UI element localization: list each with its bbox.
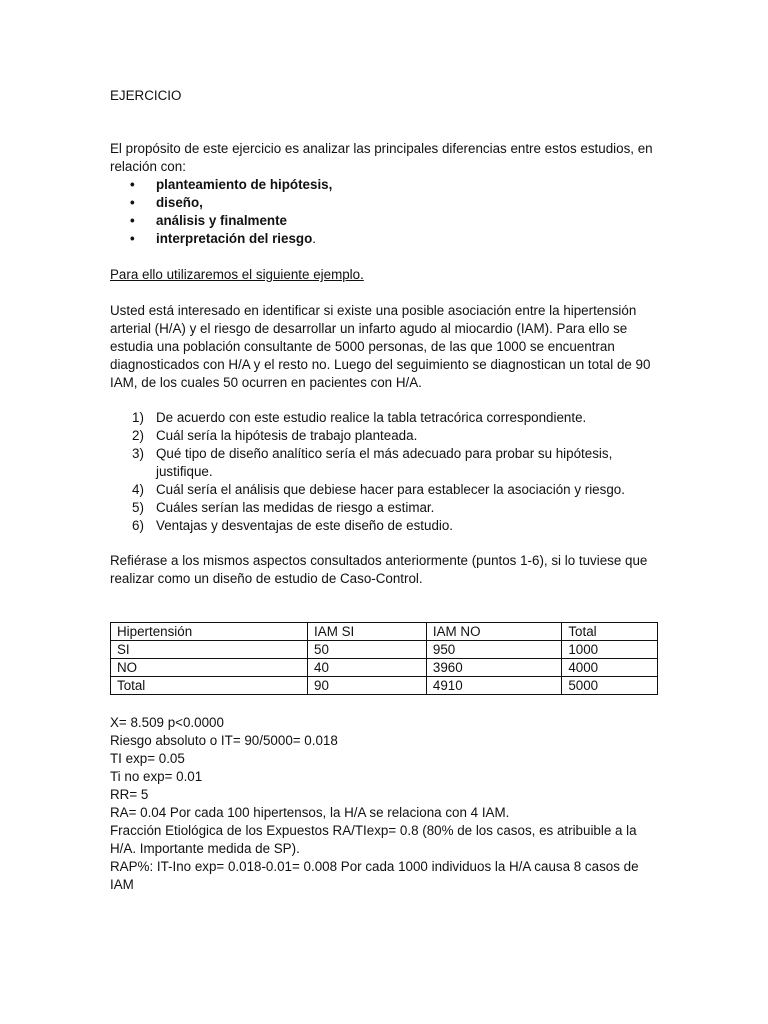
table-header-cell: IAM SI	[308, 623, 427, 641]
bullet-icon: •	[130, 177, 135, 192]
bullet-icon: •	[130, 231, 135, 246]
table-row	[111, 641, 658, 659]
table-cell: SI	[111, 641, 308, 659]
table-cell: 50	[308, 641, 427, 659]
topics-list	[110, 176, 332, 248]
table-cell: 3960	[426, 659, 561, 677]
scenario-paragraph: Usted está interesado en identificar si existe una posible asociación entre la hipertensión arterial (H/A) y el riesgo de desarrollar un infarto agudo al miocardio (IAM). Para ello se estudia una población consultante de 5000 personas, de las que 1000 se encuentran diagnosticados con H/A y el resto no. Luego del seguimiento se diagnostican un total de 90 IAM, de los cuales 50 ocurren en pacientes con H/A.	[110, 303, 651, 390]
table-cell: Total	[111, 677, 308, 695]
result-line: Fracción Etiológica de los Expuestos RA/TIexp= 0.8 (80% de los casos, es atribuible a la H/A. Importante medida de SP).	[110, 823, 637, 856]
result-line: RR= 5	[110, 787, 149, 802]
table-cell: 5000	[562, 677, 658, 695]
item-number: 1)	[132, 410, 144, 425]
purpose-paragraph: El propósito de este ejercicio es analizar las principales diferencias entre estos estudios, en relación con:	[110, 141, 653, 174]
case-control-paragraph: Refiérase a los mismos aspectos consultados anteriormente (puntos 1-6), si lo tuviese que realizar como un diseño de estudio de Caso-Control.	[110, 553, 648, 586]
contingency-table	[110, 622, 658, 695]
table-row	[111, 659, 658, 677]
list-item: 4) Cuál sería el análisis que debiese hacer para establecer la asociación y riesgo.	[132, 482, 625, 497]
table-cell: NO	[111, 659, 308, 677]
item-number: 2)	[132, 428, 144, 443]
bullet-icon: •	[130, 213, 135, 228]
item-number: 3)	[132, 446, 144, 461]
table-header-cell: Hipertensión	[111, 623, 308, 641]
table-header-cell: IAM NO	[426, 623, 561, 641]
table-header-row	[111, 623, 658, 641]
item-number: 5)	[132, 500, 144, 515]
results-block	[110, 714, 660, 894]
table-cell: 90	[308, 677, 427, 695]
table-cell: 1000	[562, 641, 658, 659]
list-item: 3) Qué tipo de diseño analítico sería el más adecuado para probar su hipótesis, justifique.	[132, 446, 613, 479]
list-item: 2) Cuál sería la hipótesis de trabajo planteada.	[132, 428, 418, 443]
table-cell: 40	[308, 659, 427, 677]
table-header-cell: Total	[562, 623, 658, 641]
questions-list	[110, 409, 660, 535]
list-item: 1) De acuerdo con este estudio realice la tabla tetracórica correspondiente.	[132, 410, 587, 425]
result-line: RA= 0.04 Por cada 100 hipertensos, la H/A se relaciona con 4 IAM.	[110, 805, 510, 820]
result-line: X= 8.509 p<0.0000	[110, 715, 224, 730]
list-item: • interpretación del riesgo.	[130, 231, 316, 246]
table-cell: 950	[426, 641, 561, 659]
list-item: • planteamiento de hipótesis,	[130, 177, 333, 192]
table-cell: 4910	[426, 677, 561, 695]
list-item: • análisis y finalmente	[130, 213, 287, 228]
bullet-icon: •	[130, 195, 135, 210]
result-line: Ti no exp= 0.01	[110, 769, 203, 784]
example-heading: Para ello utilizaremos el siguiente ejemplo.	[110, 267, 364, 282]
list-item: 6) Ventajas y desventajas de este diseño de estudio.	[132, 518, 454, 533]
result-line: Riesgo absoluto o IT= 90/5000= 0.018	[110, 733, 338, 748]
table-row	[111, 677, 658, 695]
table-cell: 4000	[562, 659, 658, 677]
result-line: RAP%: IT-Ino exp= 0.018-0.01= 0.008 Por cada 1000 individuos la H/A causa 8 casos de IAM	[110, 859, 639, 892]
result-line: TI exp= 0.05	[110, 751, 185, 766]
list-item: • diseño,	[130, 195, 203, 210]
item-number: 6)	[132, 518, 144, 533]
item-number: 4)	[132, 482, 144, 497]
list-item: 5) Cuáles serían las medidas de riesgo a estimar.	[132, 500, 435, 515]
document-title: EJERCICIO	[110, 88, 182, 103]
